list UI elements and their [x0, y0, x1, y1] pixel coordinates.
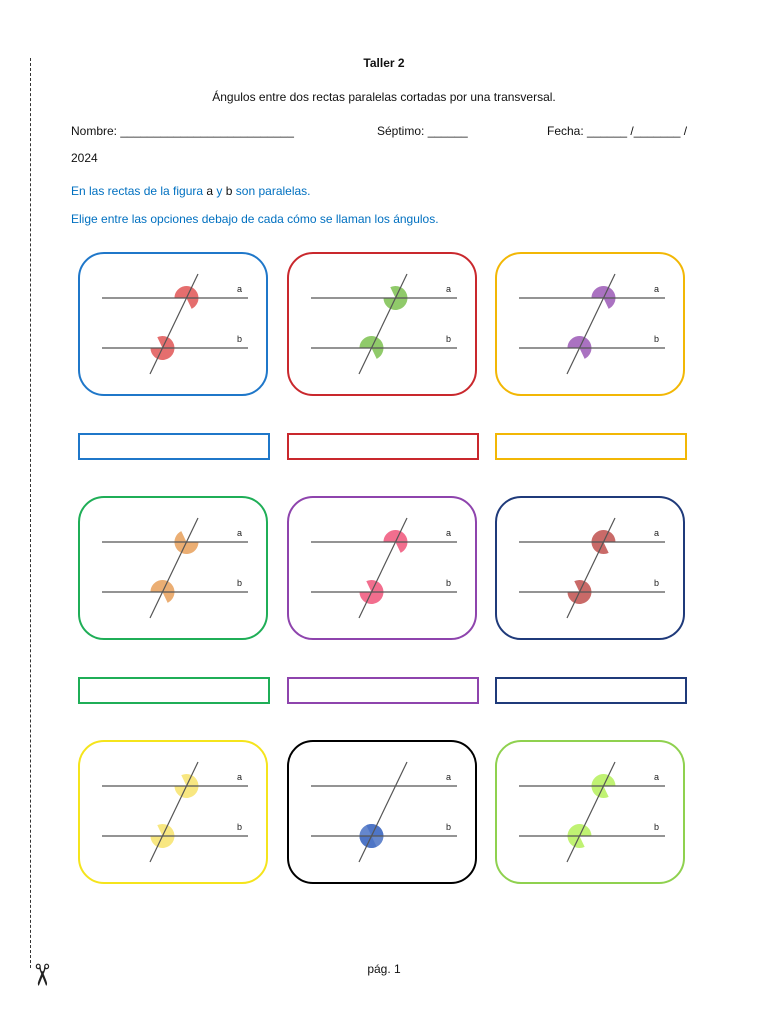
transversal-line — [150, 518, 198, 618]
name-field[interactable]: Nombre: __________________________ — [71, 124, 294, 138]
label-a: a — [446, 284, 452, 294]
answer-box[interactable] — [495, 677, 687, 704]
parallel-lines-figure — [289, 498, 479, 642]
label-b: b — [237, 578, 243, 588]
parallel-lines-figure — [80, 498, 270, 642]
parallel-lines-figure — [497, 498, 687, 642]
parallel-lines-figure — [497, 742, 687, 886]
label-b: b — [237, 822, 243, 832]
label-b: b — [654, 334, 660, 344]
label-b: b — [654, 822, 660, 832]
parallel-lines-figure — [289, 742, 479, 886]
transversal-line — [150, 762, 198, 862]
page-subtitle: Ángulos entre dos rectas paralelas cortadas por una transversal. — [212, 90, 556, 104]
transversal-line — [359, 762, 407, 862]
label-a: a — [237, 528, 243, 538]
figure-card — [495, 740, 685, 884]
instruction-1: En las rectas de la figura a y b son paralelas. — [71, 184, 311, 198]
page-title: Taller 2 — [363, 56, 405, 70]
label-b: b — [446, 334, 452, 344]
label-a: a — [446, 528, 452, 538]
cut-line — [30, 58, 31, 968]
parallel-lines-figure — [289, 254, 479, 398]
label-a: a — [237, 284, 243, 294]
parallel-lines-figure — [80, 742, 270, 886]
label-b: b — [446, 578, 452, 588]
parallel-lines-figure — [80, 254, 270, 398]
answer-box[interactable] — [287, 677, 479, 704]
parallel-lines-figure — [497, 254, 687, 398]
figure-card — [78, 252, 268, 396]
transversal-line — [150, 274, 198, 374]
transversal-line — [567, 518, 615, 618]
figure-card — [287, 496, 477, 640]
answer-box[interactable] — [495, 433, 687, 460]
year-text: 2024 — [71, 151, 98, 165]
label-b: b — [237, 334, 243, 344]
label-a: a — [654, 772, 660, 782]
figure-card — [78, 740, 268, 884]
answer-box[interactable] — [78, 677, 270, 704]
instruction-2: Elige entre las opciones debajo de cada cómo se llaman los ángulos. — [71, 212, 439, 226]
figure-card — [78, 496, 268, 640]
figure-card — [495, 252, 685, 396]
label-a: a — [654, 284, 660, 294]
transversal-line — [359, 518, 407, 618]
figure-card — [495, 496, 685, 640]
date-field[interactable]: Fecha: ______ /_______ / — [547, 124, 688, 138]
label-a: a — [654, 528, 660, 538]
label-a: a — [446, 772, 452, 782]
label-b: b — [446, 822, 452, 832]
transversal-line — [567, 274, 615, 374]
label-a: a — [237, 772, 243, 782]
transversal-line — [567, 762, 615, 862]
transversal-line — [359, 274, 407, 374]
page-number: pág. 1 — [367, 962, 401, 976]
figure-card — [287, 740, 477, 884]
answer-box[interactable] — [78, 433, 270, 460]
scissors-icon: ✂ — [24, 962, 58, 988]
grade-field[interactable]: Séptimo: ______ — [377, 124, 468, 138]
figure-card — [287, 252, 477, 396]
answer-box[interactable] — [287, 433, 479, 460]
label-b: b — [654, 578, 660, 588]
